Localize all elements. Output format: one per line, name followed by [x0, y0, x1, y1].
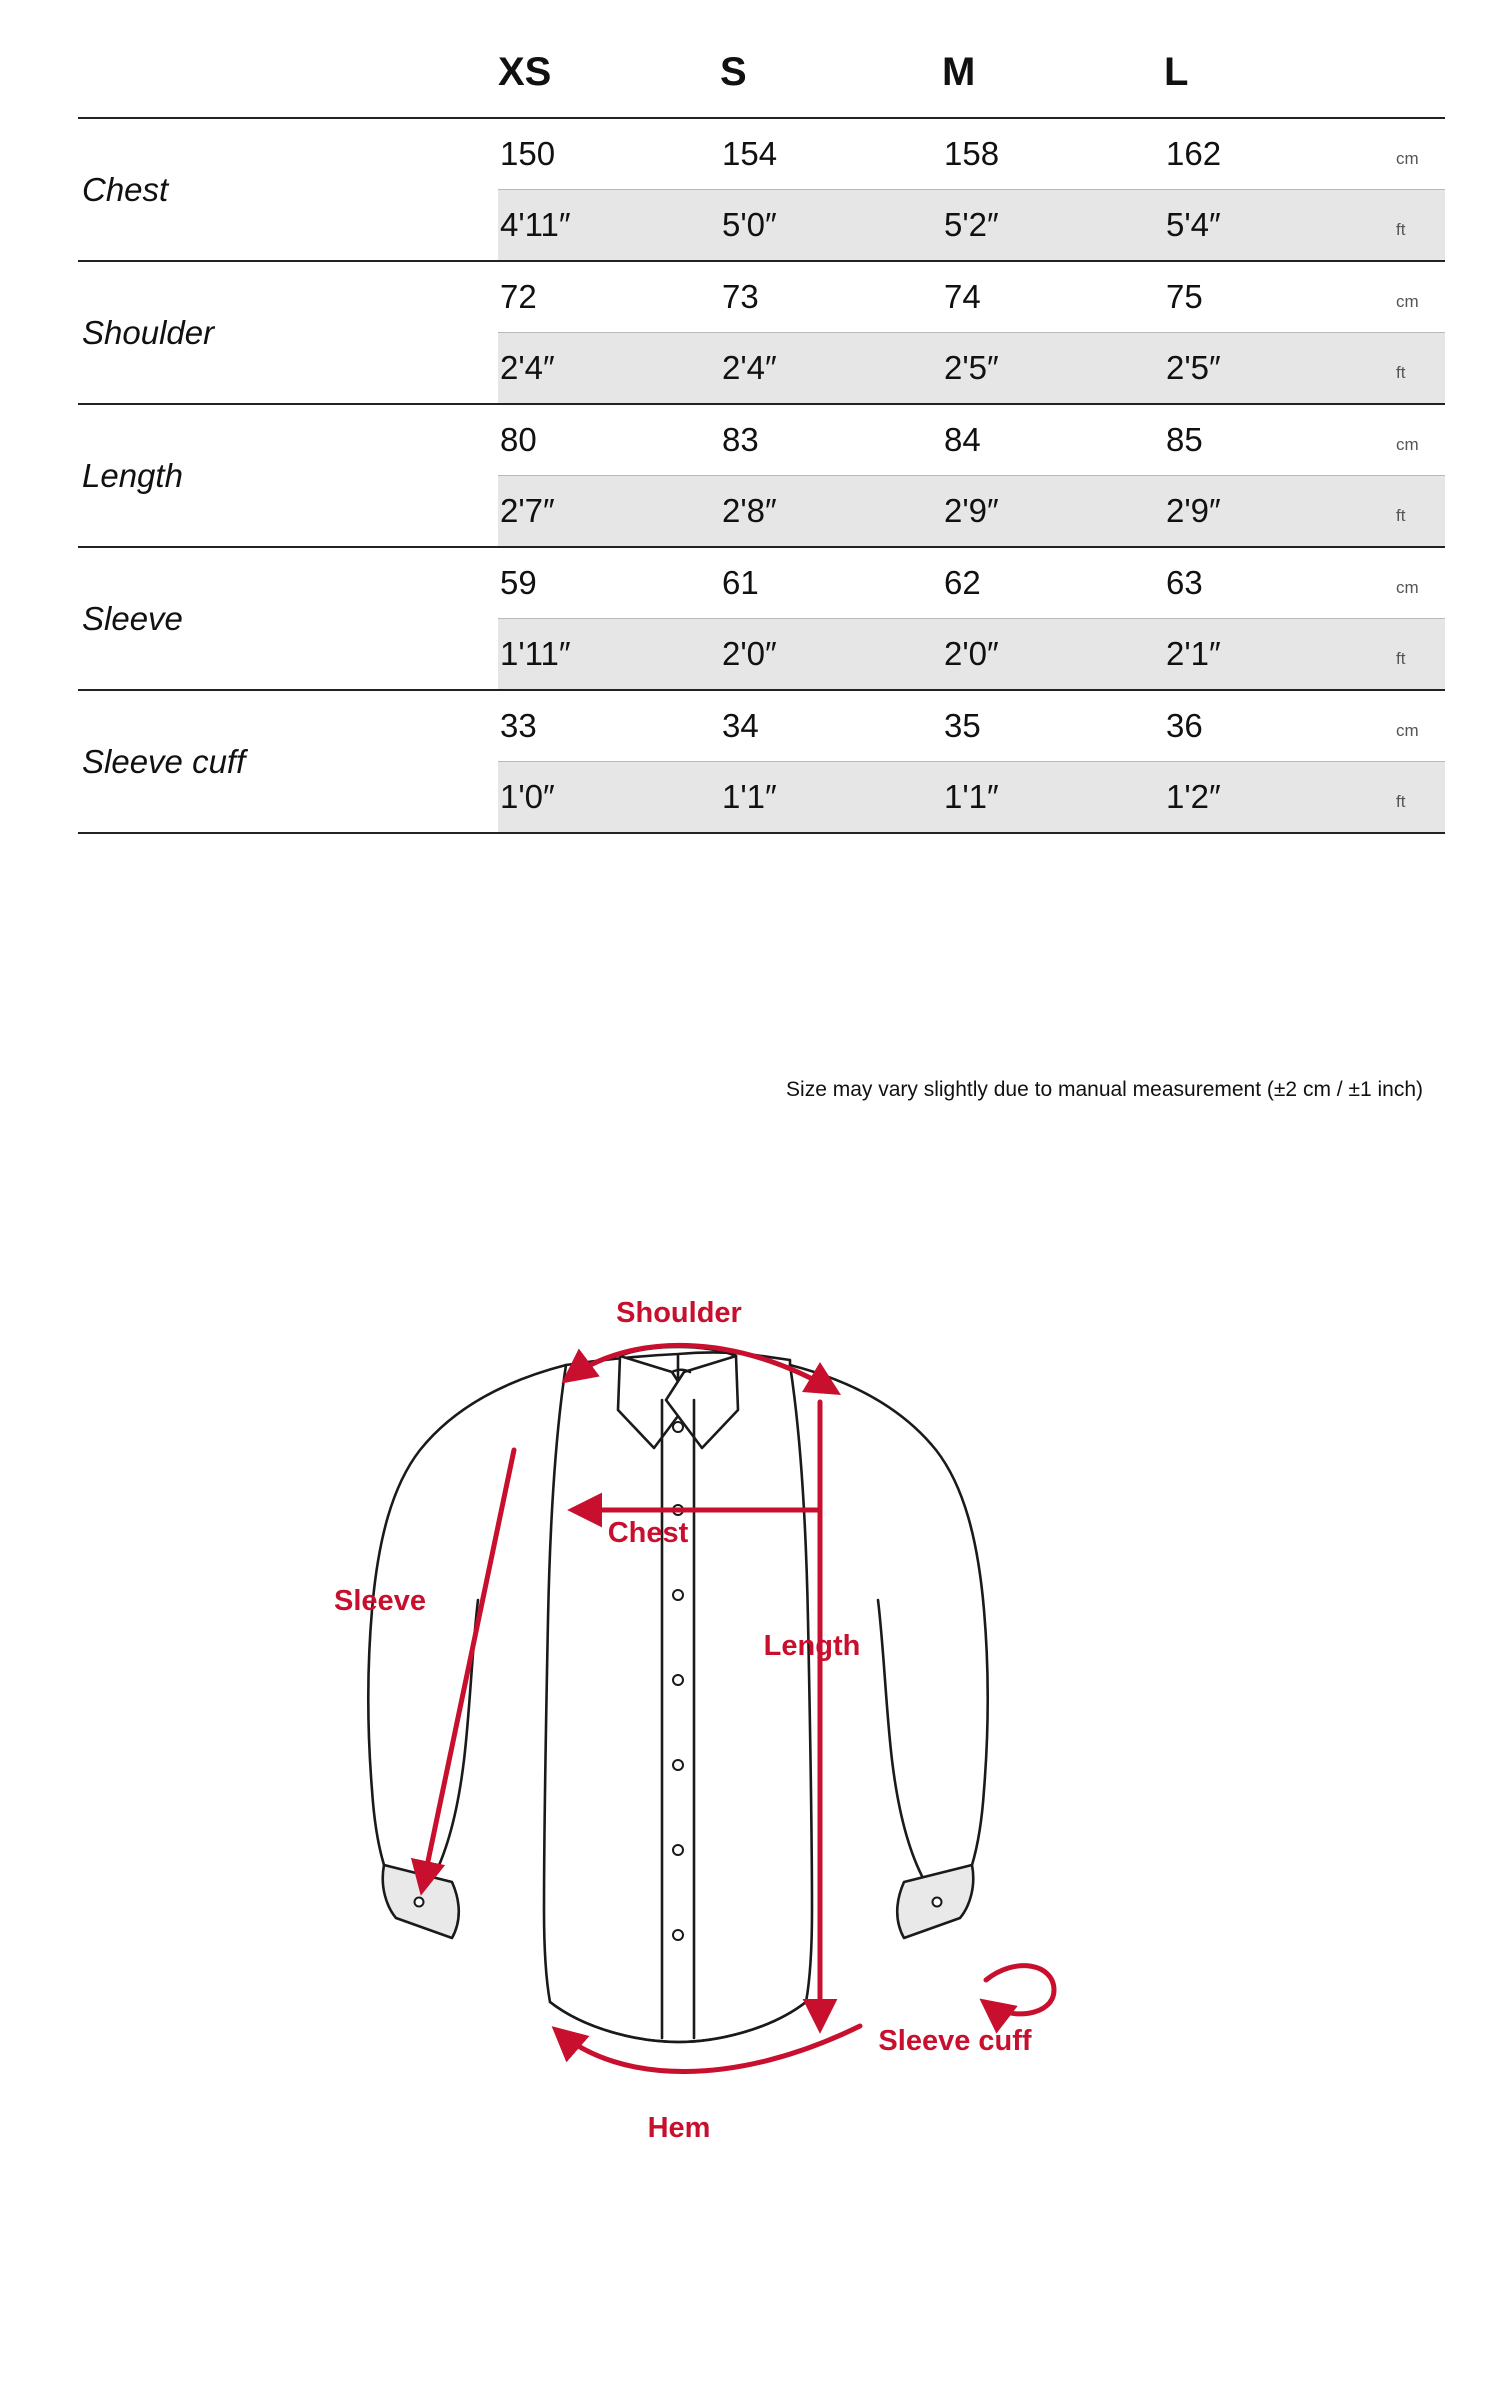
cell-sleevecuff-xs-ft: 1'0″	[498, 762, 720, 834]
cell-sleeve-s-cm: 61	[720, 547, 942, 619]
unit-ft: ft	[1386, 476, 1445, 548]
header-size-l: L	[1164, 50, 1189, 94]
unit-ft: ft	[1386, 619, 1445, 691]
cell-chest-s-ft: 5'0″	[720, 190, 942, 262]
unit-cm: cm	[1386, 690, 1445, 762]
unit-cm: cm	[1386, 404, 1445, 476]
cell-length-l-cm: 85	[1164, 404, 1386, 476]
cell-chest-l-ft: 5'4″	[1164, 190, 1386, 262]
unit-cm: cm	[1386, 118, 1445, 190]
cell-chest-xs-cm: 150	[498, 118, 720, 190]
cell-length-l-ft: 2'9″	[1164, 476, 1386, 548]
cell-sleeve-m-cm: 62	[942, 547, 1164, 619]
cell-sleevecuff-m-cm: 35	[942, 690, 1164, 762]
cell-shoulder-xs-cm: 72	[498, 261, 720, 333]
cell-sleevecuff-xs-cm: 33	[498, 690, 720, 762]
cell-length-xs-cm: 80	[498, 404, 720, 476]
measurement-arrows	[422, 1345, 1054, 2071]
cell-shoulder-m-ft: 2'5″	[942, 333, 1164, 405]
row-label-length: Length	[78, 404, 498, 547]
label-chest: Chest	[607, 1517, 689, 1549]
sleeve-arrow	[422, 1450, 514, 1890]
measurement-note: Size may vary slightly due to manual measurement (±2 cm / ±1 inch)	[786, 1078, 1423, 1101]
garment-diagram	[0, 1290, 1500, 2290]
cell-length-m-ft: 2'9″	[942, 476, 1164, 548]
label-shoulder: Shoulder	[616, 1297, 742, 1329]
header-size-xs: XS	[498, 50, 552, 94]
header-size-s: S	[720, 50, 747, 94]
table-row	[78, 404, 1445, 476]
header-size-m: M	[942, 50, 976, 94]
sleeve-cuff-arrow	[984, 1966, 1054, 2014]
table-row	[78, 690, 1445, 762]
table-row	[78, 118, 1445, 190]
size-table-container	[78, 40, 1423, 834]
cell-sleeve-m-ft: 2'0″	[942, 619, 1164, 691]
cell-length-s-cm: 83	[720, 404, 942, 476]
cell-sleeve-s-ft: 2'0″	[720, 619, 942, 691]
cell-chest-m-cm: 158	[942, 118, 1164, 190]
cell-sleevecuff-s-ft: 1'1″	[720, 762, 942, 834]
cell-length-m-cm: 84	[942, 404, 1164, 476]
row-label-shoulder: Shoulder	[78, 261, 498, 404]
cell-chest-l-cm: 162	[1164, 118, 1386, 190]
cell-shoulder-l-cm: 75	[1164, 261, 1386, 333]
cell-sleeve-xs-cm: 59	[498, 547, 720, 619]
unit-cm: cm	[1386, 261, 1445, 333]
cell-length-s-ft: 2'8″	[720, 476, 942, 548]
cell-shoulder-s-cm: 73	[720, 261, 942, 333]
cell-shoulder-s-ft: 2'4″	[720, 333, 942, 405]
cell-chest-s-cm: 154	[720, 118, 942, 190]
cell-shoulder-l-ft: 2'5″	[1164, 333, 1386, 405]
table-row	[78, 261, 1445, 333]
table-header-row	[78, 40, 1445, 118]
row-label-sleeve-cuff: Sleeve cuff	[78, 690, 498, 833]
unit-ft: ft	[1386, 333, 1445, 405]
cell-chest-m-ft: 5'2″	[942, 190, 1164, 262]
label-sleeve: Sleeve	[334, 1585, 426, 1617]
header-unit	[1386, 40, 1445, 118]
table-row	[78, 547, 1445, 619]
unit-cm: cm	[1386, 547, 1445, 619]
cell-sleevecuff-l-cm: 36	[1164, 690, 1386, 762]
cell-sleeve-l-cm: 63	[1164, 547, 1386, 619]
row-label-sleeve: Sleeve	[78, 547, 498, 690]
cell-sleevecuff-l-ft: 1'2″	[1164, 762, 1386, 834]
cell-sleeve-xs-ft: 1'11″	[498, 619, 720, 691]
row-label-chest: Chest	[78, 118, 498, 261]
unit-ft: ft	[1386, 762, 1445, 834]
cell-sleeve-l-ft: 2'1″	[1164, 619, 1386, 691]
size-table	[78, 40, 1445, 834]
label-sleeve-cuff: Sleeve cuff	[878, 2025, 1032, 2057]
cell-length-xs-ft: 2'7″	[498, 476, 720, 548]
cell-shoulder-m-cm: 74	[942, 261, 1164, 333]
label-hem: Hem	[647, 2112, 711, 2144]
cell-sleevecuff-s-cm: 34	[720, 690, 942, 762]
hem-arrow	[556, 2026, 860, 2072]
table-bottom-border	[78, 833, 1445, 834]
cell-sleevecuff-m-ft: 1'1″	[942, 762, 1164, 834]
cell-chest-xs-ft: 4'11″	[498, 190, 720, 262]
cell-shoulder-xs-ft: 2'4″	[498, 333, 720, 405]
unit-ft: ft	[1386, 190, 1445, 262]
header-measurement	[78, 40, 498, 118]
label-length: Length	[763, 1630, 861, 1662]
